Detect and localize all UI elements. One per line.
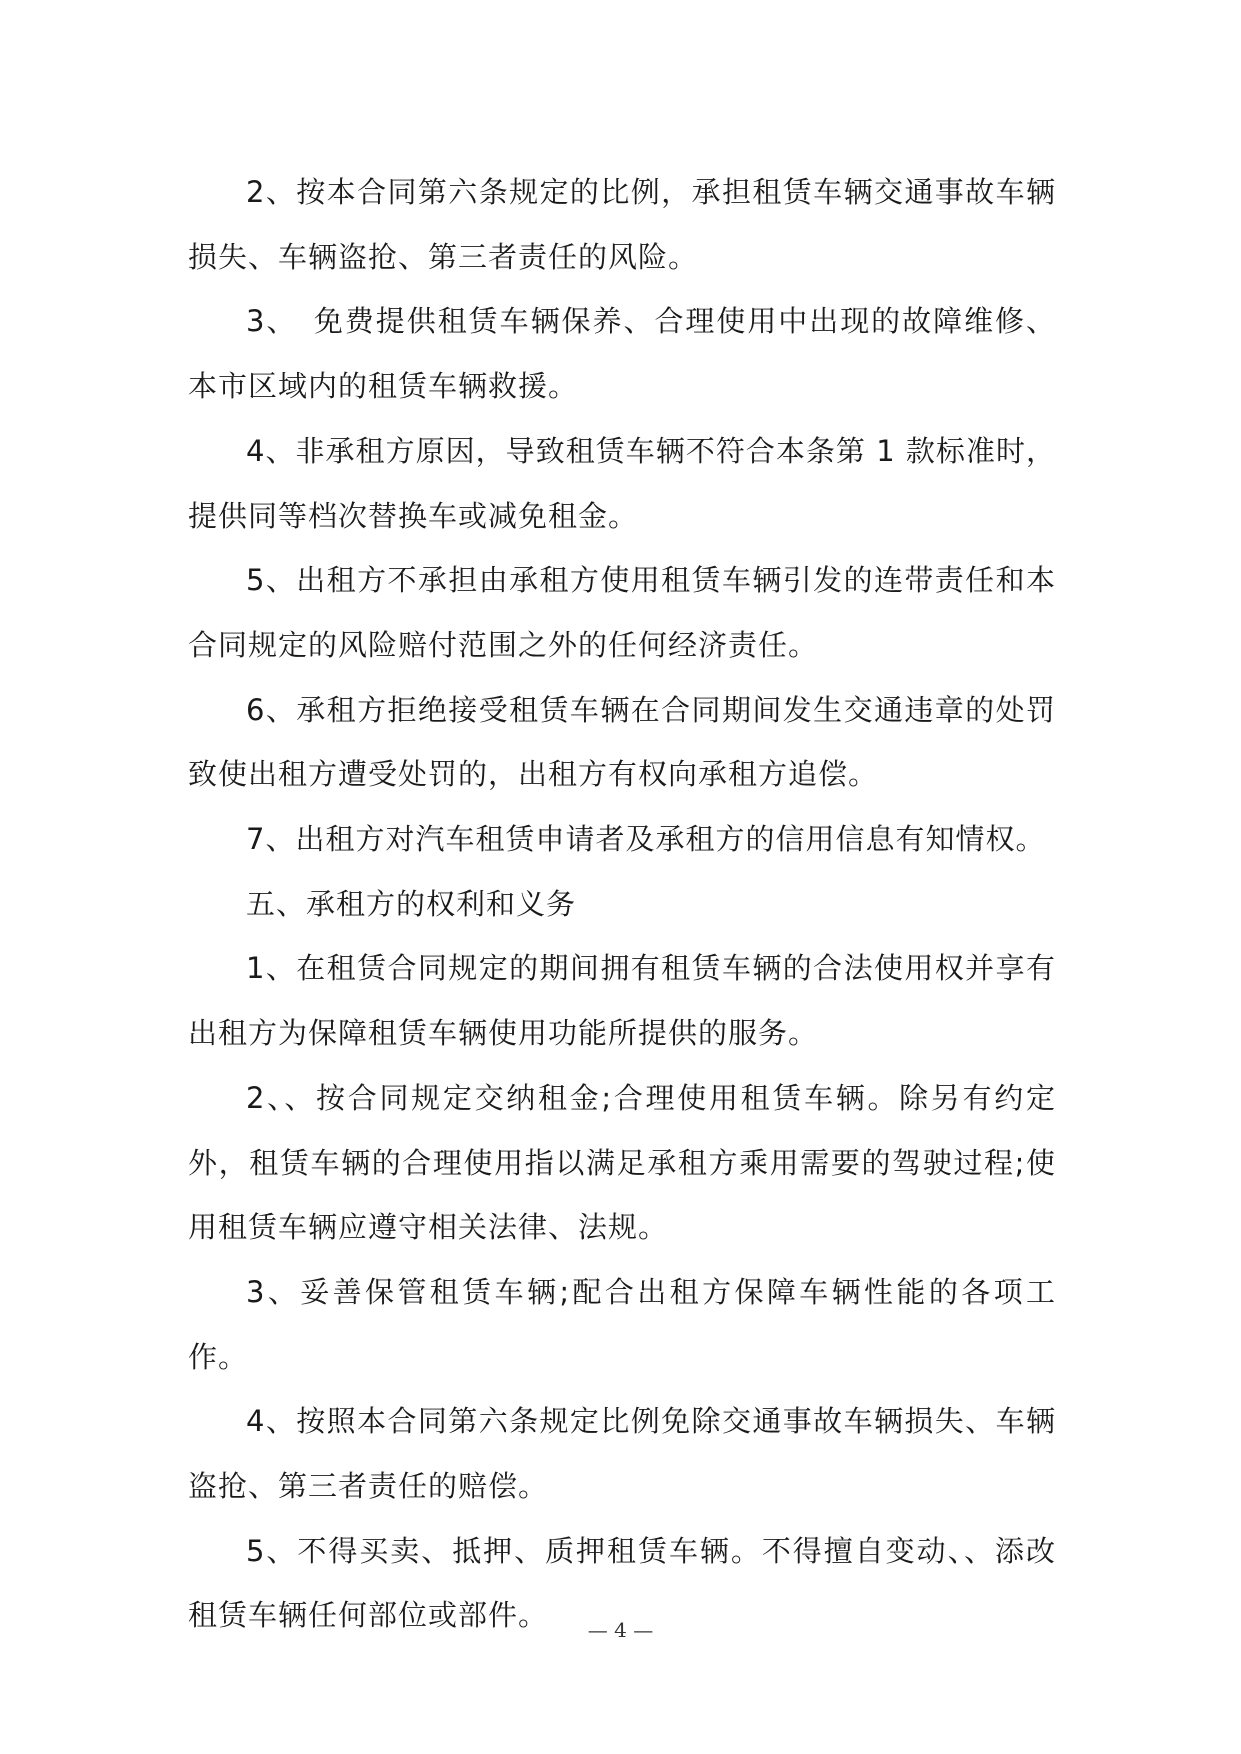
paragraph-lessee-item-2: 2、、按合同规定交纳租金;合理使用租赁车辆。除另有约定外，租赁车辆的合理使用指以满足承租方乘用需要的驾驶过程;使用租赁车辆应遵守相关法律、法规。 bbox=[188, 1080, 1056, 1245]
page-number: — 4 — bbox=[587, 1618, 654, 1642]
paragraph-lessee-item-5: 5、不得买卖、抵押、质押租赁车辆。不得擅自变动、、添改租赁车辆任何部位或部件。 bbox=[188, 1533, 1056, 1633]
paragraph-lessor-item-5: 5、出租方不承担由承租方使用租赁车辆引发的连带责任和本合同规定的风险赔付范围之外的任何经济责任。 bbox=[188, 563, 1056, 662]
paragraph-lessor-item-4: 4、非承租方原因，导致租赁车辆不符合本条第 1 款标准时，提供同等档次替换车或减免租金。 bbox=[188, 433, 1056, 533]
paragraph-lessee-item-1: 1、在租赁合同规定的期间拥有租赁车辆的合法使用权并享有出租方为保障租赁车辆使用功能所提供的服务。 bbox=[188, 951, 1056, 1051]
paragraph-lessor-item-2: 2、按本合同第六条规定的比例，承担租赁车辆交通事故车辆损失、车辆盗抢、第三者责任的风险。 bbox=[188, 175, 1056, 274]
paragraph-lessee-item-3: 3、妥善保管租赁车辆;配合出租方保障车辆性能的各项工作。 bbox=[188, 1274, 1056, 1374]
paragraph-lessor-item-3: 3、 免费提供租赁车辆保养、合理使用中出现的故障维修、本市区域内的租赁车辆救援。 bbox=[188, 304, 1056, 404]
section-heading-lessee-rights: 五、承租方的权利和义务 bbox=[246, 886, 577, 921]
body-text bbox=[188, 160, 1056, 1648]
paragraph-lessor-item-7: 7、出租方对汽车租赁申请者及承租方的信用信息有知情权。 bbox=[246, 822, 1046, 857]
paragraph-lessor-item-6: 6、承租方拒绝接受租赁车辆在合同期间发生交通违章的处罚致使出租方遭受处罚的，出租方有权向承租方追偿。 bbox=[188, 692, 1056, 792]
paragraph-lessee-item-4: 4、按照本合同第六条规定比例免除交通事故车辆损失、车辆盗抢、第三者责任的赔偿。 bbox=[188, 1404, 1056, 1504]
